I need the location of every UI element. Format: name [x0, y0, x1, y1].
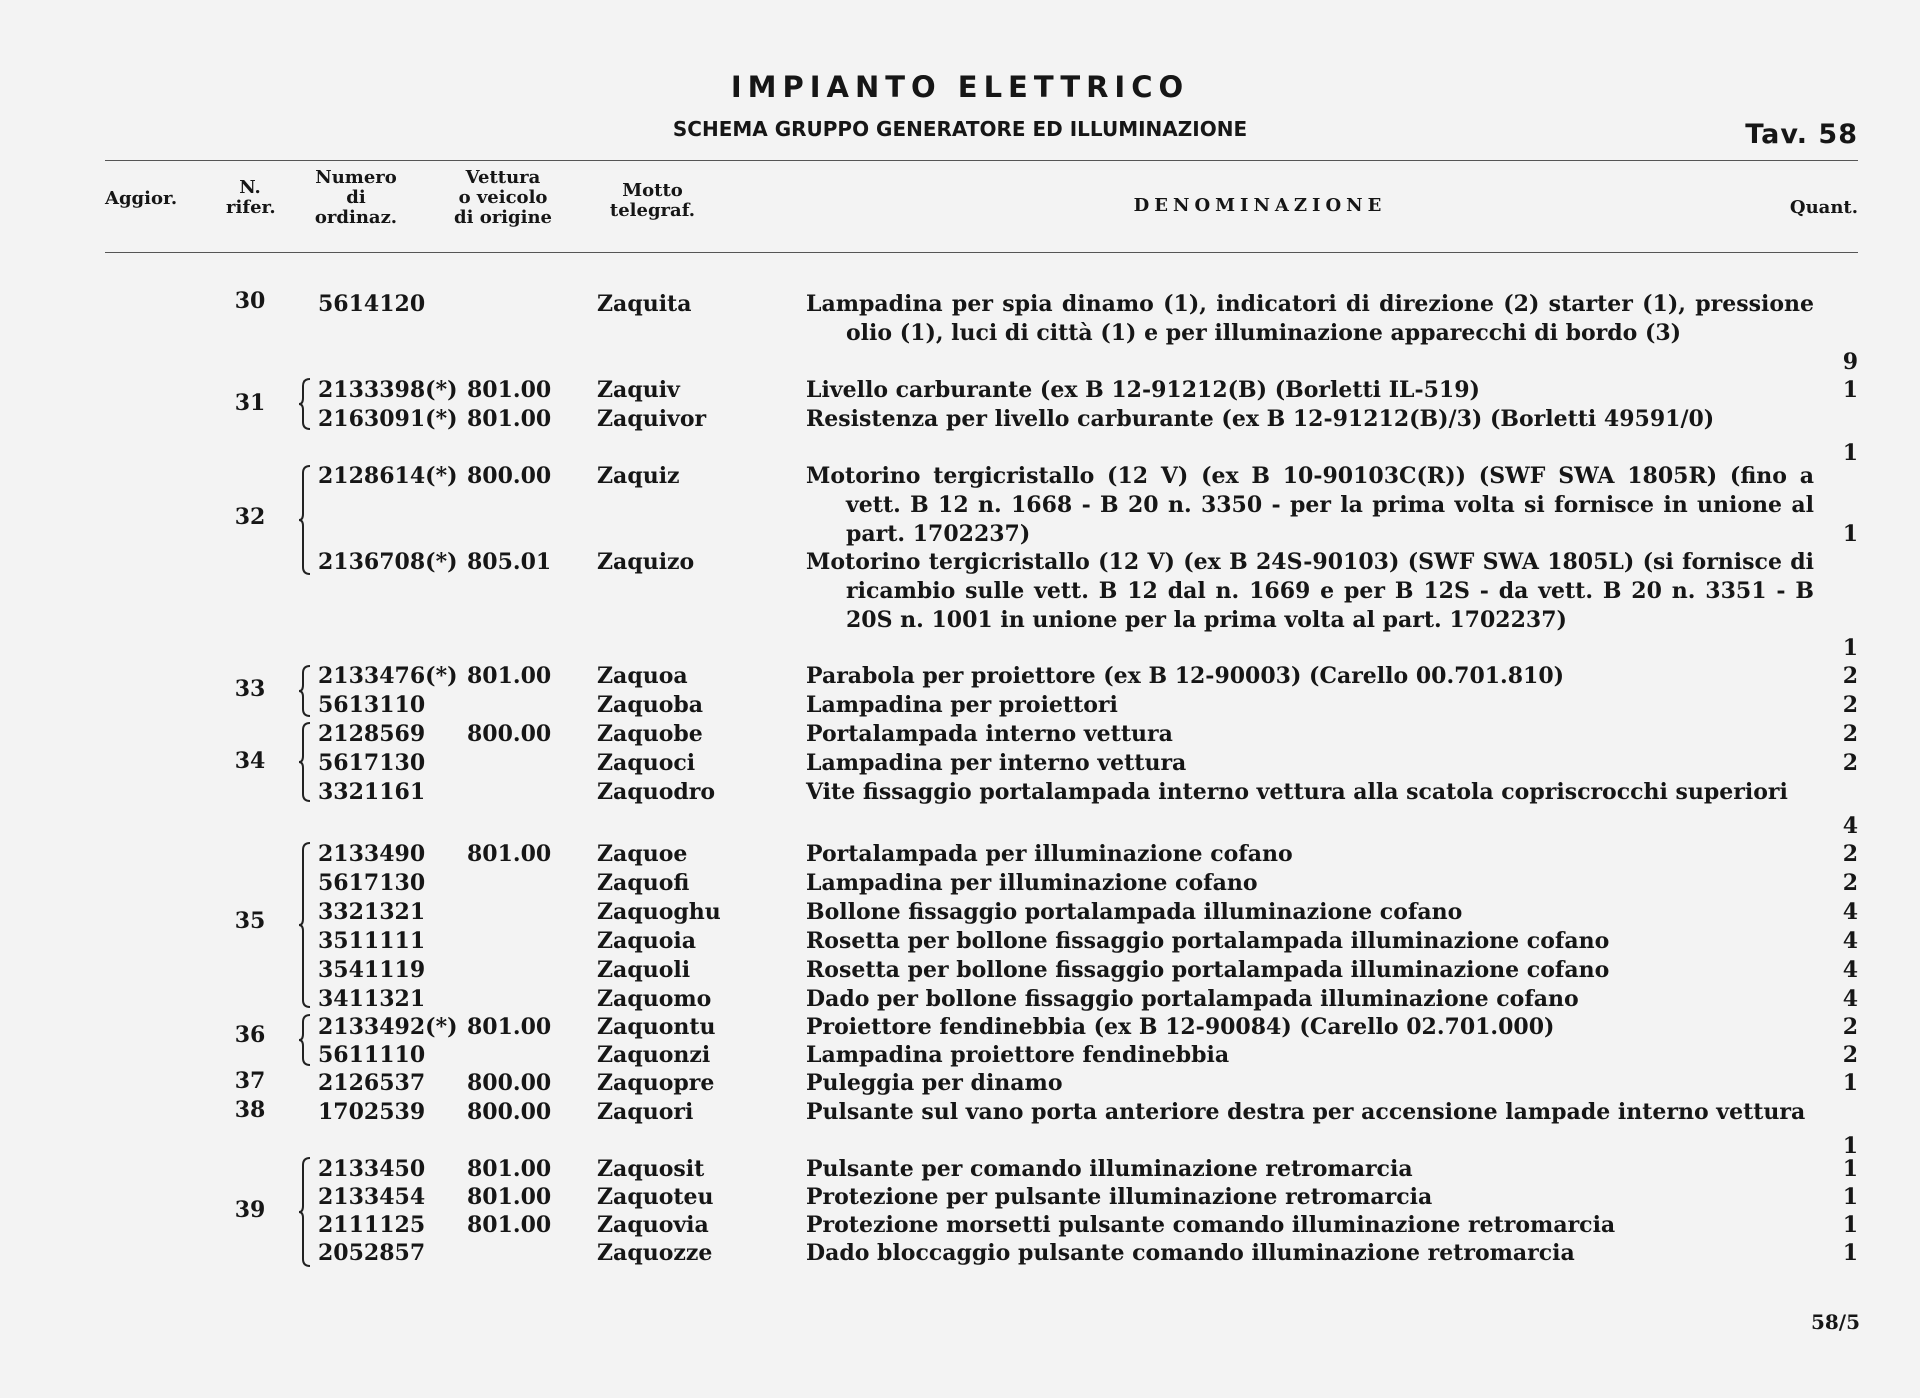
- part-number: 2136708(*): [318, 549, 458, 575]
- telegraph-code: Zaquovia: [597, 1212, 709, 1238]
- ref-number: 35: [234, 908, 266, 934]
- part-number: 2133450: [318, 1156, 426, 1182]
- description: Lampadina per interno vettura: [806, 750, 1187, 776]
- part-number: 2126537: [318, 1070, 426, 1096]
- quantity: 2: [1842, 721, 1858, 747]
- telegraph-code: Zaquopre: [597, 1070, 715, 1096]
- vehicle-origin: 805.01: [467, 549, 552, 575]
- telegraph-code: Zaquoteu: [597, 1184, 714, 1210]
- ref-number: 38: [234, 1097, 266, 1123]
- description: Rosetta per bollone fissaggio portalampada illuminazione cofano: [806, 928, 1610, 954]
- quantity: 4: [1842, 813, 1858, 839]
- description: Livello carburante (ex B 12-91212(B) (Borletti IL-519): [806, 377, 1480, 403]
- part-number: 3411321: [318, 986, 426, 1012]
- part-number: 2128569: [318, 721, 426, 747]
- part-number: 5617130: [318, 870, 426, 896]
- column-header-line: Numero: [315, 167, 397, 188]
- group-brace: [298, 722, 312, 802]
- vehicle-origin: 801.00: [467, 1212, 552, 1238]
- quantity: 2: [1842, 1042, 1858, 1068]
- part-number: 5613110: [318, 692, 426, 718]
- description: Bollone fissaggio portalampada illuminazione cofano: [806, 899, 1463, 925]
- part-number: 2052857: [318, 1240, 426, 1266]
- description: Lampadina per spia dinamo (1), indicatori di direzione (2) starter (1), pressione olio (1), luci di città (1) e per illuminazione apparecchi di bordo (3): [806, 291, 1814, 346]
- ref-number: 36: [234, 1022, 266, 1048]
- vehicle-origin: 801.00: [467, 1184, 552, 1210]
- group-brace: [298, 1157, 312, 1267]
- column-header-line: Vettura: [465, 167, 541, 188]
- part-number: 3511111: [318, 928, 426, 954]
- part-number: 2133492(*): [318, 1014, 458, 1040]
- telegraph-code: Zaquoia: [597, 928, 696, 954]
- part-number: 5614120: [318, 291, 426, 317]
- telegraph-code: Zaquodro: [597, 779, 716, 805]
- description: Lampadina per illuminazione cofano: [806, 870, 1258, 896]
- ref-number: 31: [234, 390, 266, 416]
- telegraph-code: Zaquizo: [597, 549, 695, 575]
- vehicle-origin: 800.00: [467, 721, 552, 747]
- description: Vite fissaggio portalampada interno vettura alla scatola copriscrocchi superiori: [806, 779, 1788, 805]
- description: Motorino tergicristallo (12 V) (ex B 24S-90103) (SWF SWA 1805L) (si fornisce di ricambio sulle vett. B 12 dal n. 1669 e per B 12S - da vett. B 20 n. 3351 - B 20S n. 1001 in unione per la prima volta al part. 1702237): [806, 549, 1814, 633]
- telegraph-code: Zaquoli: [597, 957, 691, 983]
- column-header-line: di origine: [454, 207, 552, 228]
- telegraph-code: Zaquoci: [597, 750, 696, 776]
- description: Dado bloccaggio pulsante comando illuminazione retromarcia: [806, 1240, 1575, 1266]
- page-number: 58/5: [1810, 1310, 1860, 1334]
- description: Portalampada per illuminazione cofano: [806, 841, 1293, 867]
- description: Motorino tergicristallo (12 V) (ex B 10-90103C(R)) (SWF SWA 1805R) (fino a vett. B 12 n. 1668 - B 20 n. 3350 - per la prima volta si fornisce in unione al part. 1702237): [806, 463, 1814, 547]
- header-rule-bottom: [105, 252, 1858, 253]
- page-subtitle: SCHEMA GRUPPO GENERATORE ED ILLUMINAZIONE: [672, 117, 1248, 141]
- part-number: 2133454: [318, 1184, 426, 1210]
- description: Resistenza per livello carburante (ex B 12-91212(B)/3) (Borletti 49591/0): [806, 406, 1715, 432]
- description: Pulsante per comando illuminazione retromarcia: [806, 1156, 1413, 1182]
- telegraph-code: Zaquiz: [597, 463, 680, 489]
- group-brace: [298, 665, 312, 717]
- telegraph-code: Zaquoa: [597, 663, 688, 689]
- quantity: 1: [1842, 635, 1858, 661]
- quantity: 2: [1842, 663, 1858, 689]
- quantity: 2: [1842, 750, 1858, 776]
- quantity: 1: [1842, 1070, 1858, 1096]
- header-rule-top: [105, 160, 1858, 161]
- quantity: 2: [1842, 870, 1858, 896]
- ref-number: 30: [234, 288, 266, 314]
- telegraph-code: Zaquobe: [597, 721, 703, 747]
- part-number: 5611110: [318, 1042, 426, 1068]
- telegraph-code: Zaquontu: [597, 1014, 716, 1040]
- quantity: 2: [1842, 1014, 1858, 1040]
- quantity: 4: [1842, 899, 1858, 925]
- part-number: 5617130: [318, 750, 426, 776]
- description: Lampadina proiettore fendinebbia: [806, 1042, 1230, 1068]
- part-number: 2133398(*): [318, 377, 458, 403]
- telegraph-code: Zaquivor: [597, 406, 707, 432]
- quantity: 1: [1842, 1184, 1858, 1210]
- part-number: 3321321: [318, 899, 426, 925]
- part-number: 3321161: [318, 779, 426, 805]
- column-header-denominazione: DENOMINAZIONE: [1133, 195, 1387, 216]
- part-number: 2163091(*): [318, 406, 458, 432]
- ref-number: 32: [234, 504, 266, 530]
- quantity: 1: [1842, 521, 1858, 547]
- description: Lampadina per proiettori: [806, 692, 1118, 718]
- quantity: 9: [1842, 349, 1858, 375]
- quantity: 2: [1842, 841, 1858, 867]
- column-header-line: telegraf.: [609, 200, 696, 221]
- quantity: 1: [1842, 1212, 1858, 1238]
- quantity: 1: [1842, 377, 1858, 403]
- telegraph-code: Zaquita: [597, 291, 692, 317]
- description: Proiettore fendinebbia (ex B 12-90084) (Carello 02.701.000): [806, 1014, 1555, 1040]
- vehicle-origin: 800.00: [467, 1070, 552, 1096]
- telegraph-code: Zaquiv: [597, 377, 680, 403]
- description: Dado per bollone fissaggio portalampada illuminazione cofano: [806, 986, 1579, 1012]
- group-brace: [298, 378, 312, 430]
- column-header-motto: [595, 181, 710, 221]
- quantity: 4: [1842, 986, 1858, 1012]
- ref-number: 34: [234, 748, 266, 774]
- quantity: 4: [1842, 928, 1858, 954]
- part-number: 2128614(*): [318, 463, 458, 489]
- description: Pulsante sul vano porta anteriore destra per accensione lampade interno vettura: [806, 1099, 1806, 1125]
- column-header-line: di: [346, 187, 366, 208]
- group-brace: [298, 465, 312, 575]
- description: Protezione morsetti pulsante comando illuminazione retromarcia: [806, 1212, 1616, 1238]
- vehicle-origin: 801.00: [467, 663, 552, 689]
- vehicle-origin: 801.00: [467, 1156, 552, 1182]
- telegraph-code: Zaquomo: [597, 986, 712, 1012]
- column-header-nrif: [226, 178, 274, 218]
- quantity: 1: [1842, 1240, 1858, 1266]
- ref-number: 37: [234, 1068, 266, 1094]
- description: Protezione per pulsante illuminazione retromarcia: [806, 1184, 1433, 1210]
- part-number: 1702539: [318, 1099, 426, 1125]
- column-header-line: o veicolo: [458, 187, 548, 208]
- column-header-aggior: Aggior.: [105, 188, 178, 209]
- quantity: 1: [1842, 440, 1858, 466]
- page-title: IMPIANTO ELETTRICO: [730, 70, 1190, 104]
- column-header-quant: Quant.: [1789, 197, 1858, 218]
- telegraph-code: Zaquozze: [597, 1240, 713, 1266]
- group-brace: [298, 1014, 312, 1066]
- telegraph-code: Zaquoba: [597, 692, 704, 718]
- telegraph-code: Zaquoghu: [597, 899, 721, 925]
- quantity: 4: [1842, 957, 1858, 983]
- vehicle-origin: 801.00: [467, 841, 552, 867]
- column-header-vettura: [440, 168, 566, 228]
- group-brace: [298, 842, 312, 1008]
- column-header-line: N.: [239, 177, 261, 198]
- telegraph-code: Zaquonzi: [597, 1042, 711, 1068]
- description: Parabola per proiettore (ex B 12-90003) (Carello 00.701.810): [806, 663, 1565, 689]
- column-header-line: Motto: [622, 180, 683, 201]
- vehicle-origin: 801.00: [467, 406, 552, 432]
- ref-number: 39: [234, 1197, 266, 1223]
- description: Rosetta per bollone fissaggio portalampada illuminazione cofano: [806, 957, 1610, 983]
- telegraph-code: Zaquosit: [597, 1156, 705, 1182]
- vehicle-origin: 801.00: [467, 377, 552, 403]
- description: Portalampada interno vettura: [806, 721, 1173, 747]
- quantity: 2: [1842, 692, 1858, 718]
- column-header-numero: [306, 168, 406, 228]
- ref-number: 33: [234, 676, 266, 702]
- part-number: 2111125: [318, 1212, 426, 1238]
- quantity: 1: [1842, 1156, 1858, 1182]
- part-number: 2133476(*): [318, 663, 458, 689]
- part-number: 2133490: [318, 841, 426, 867]
- column-header-line: rifer.: [226, 197, 276, 218]
- telegraph-code: Zaquoe: [597, 841, 688, 867]
- telegraph-code: Zaquori: [597, 1099, 694, 1125]
- telegraph-code: Zaquofi: [597, 870, 690, 896]
- column-header-line: ordinaz.: [314, 207, 398, 228]
- description: Puleggia per dinamo: [806, 1070, 1063, 1096]
- quantity: 1: [1842, 1133, 1858, 1159]
- vehicle-origin: 801.00: [467, 1014, 552, 1040]
- part-number: 3541119: [318, 957, 426, 983]
- table-code: Tav. 58: [1745, 119, 1858, 150]
- vehicle-origin: 800.00: [467, 463, 552, 489]
- vehicle-origin: 800.00: [467, 1099, 552, 1125]
